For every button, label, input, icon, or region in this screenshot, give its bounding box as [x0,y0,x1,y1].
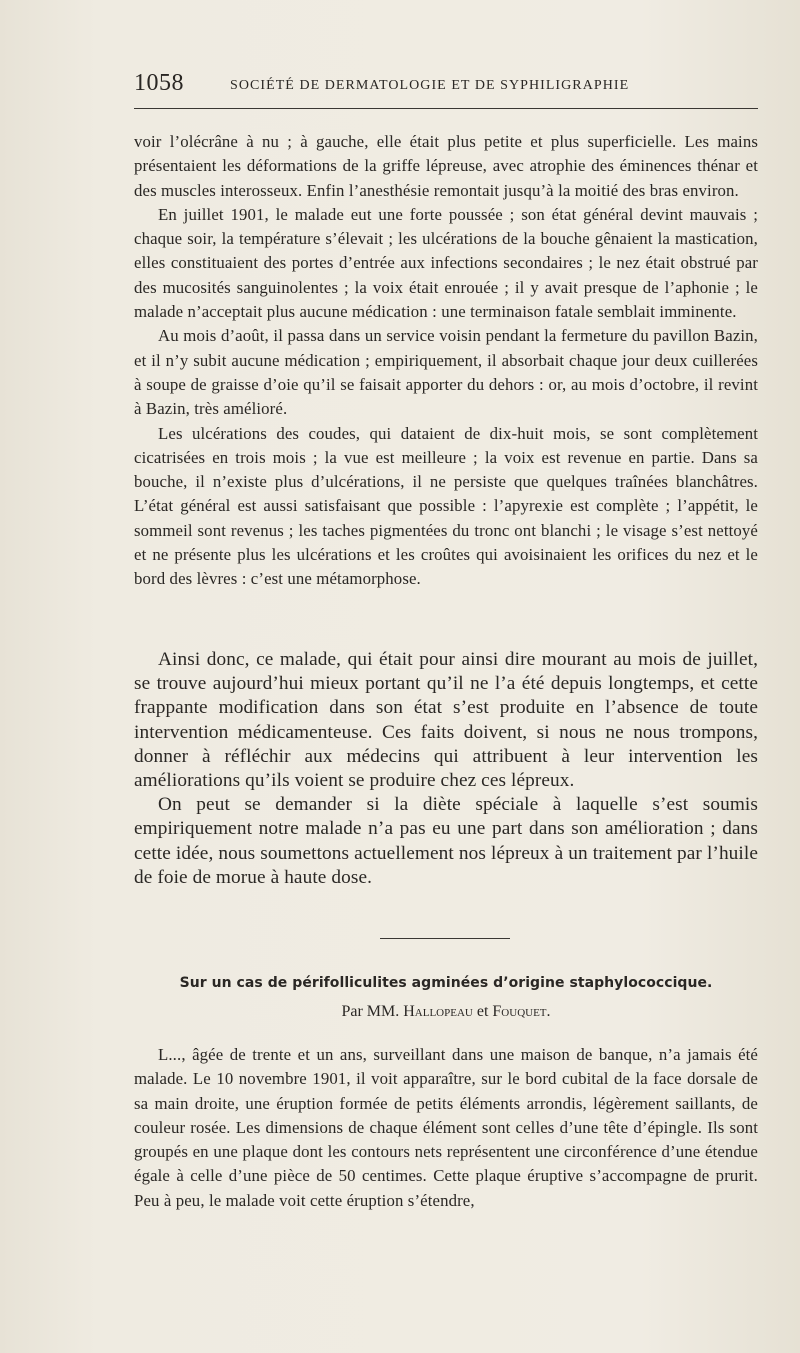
article-title: Sur un cas de périfolliculites agminées d’origine staphylococcique. [179,975,713,991]
case-report-continuation [134,130,758,592]
conclusion-section [134,648,758,890]
page-header [134,70,758,100]
running-title: SOCIÉTÉ DE DERMATOLOGIE ET DE SYPHILIGRAPHIE [230,78,630,93]
paragraph-patient-history: L..., âgée de trente et un ans, surveillant dans une maison de banque, n’a jamais été malade. Le 10 novembre 1901, il voit apparaître, sur le bord cubital de la face dorsale de sa main droite, une éruption formée de petits éléments arrondis, légèrement saillants, de couleur rosée. Les dimensions de chaque élément sont celles d’une tête d’épingle. Ils sont groupés en une plaque dont les contours nets représentent une circonférence d’une étendue égale à celle d’une pièce de 50 centimes. Cette plaque éruptive s’accompagne de prurit. Peu à peu, le malade voit cette éruption s’étendre, [134,1045,758,1210]
paragraph-july-1901: En juillet 1901, le malade eut une forte poussée ; son état général devint mauvais ; chaque soir, la température s’élevait ; les ulcérations de la bouche gênaient la mastication, elles constituaient des portes d’entrée aux infections secondaires ; le nez était obstrué par des mucosités sanguinolentes ; la voix était enrouée ; il y avait presque de l’aphonie ; le malade n’acceptait plus aucune médication : une terminaison fatale semblait imminente. [134,204,758,322]
authors-prefix: Par MM. [341,1003,400,1020]
paragraph-diet: On peut se demander si la diète spéciale à laquelle s’est soumis empiriquement notre malade n’a pas eu une part dans son amélioration ; dans cette idée, nous soumettons actuellement nos lépreux à un traitement par l’huile de foie de morue à haute dose. [134,794,758,888]
page-number: 1058 [134,70,184,96]
header-rule [134,108,758,109]
authors-joiner: et [476,1003,489,1020]
paragraph-august: Au mois d’août, il passa dans un service voisin pendant la fermeture du pavillon Bazin, et il n’y subit aucune médication ; empiriquement, il absorbait chaque jour deux cuillerées à soupe de graisse d’oie qu’il se faisait apporter du dehors : or, au mois d’octobre, il revint à Bazin, très amélioré. [134,326,758,419]
paragraph-olecranon: voir l’olécrâne à nu ; à gauche, elle était plus petite et plus superficielle. Les mains présentaient les déformations de la griffe lépreuse, avec atrophie des éminences thénar et des muscles interosseux. Enfin l’anesthésie remontait jusqu’à la moitié des bras environ. [134,132,758,200]
author-hallopeau: Hallopeau [403,1003,473,1020]
article-authors [134,1003,758,1021]
section-divider [380,938,510,939]
paragraph-ulcerations: Les ulcérations des coudes, qui dataient de dix-huit mois, se sont complètement cicatrisées en trois mois ; la vue est meilleure ; la voix est revenue en partie. Dans sa bouche, il n’existe plus d’ulcérations, il ne persiste que quelques traînées blanchâtres. L’état général est aussi satisfaisant que possible : l’apyrexie est complète ; l’appétit, le sommeil sont revenus ; les taches pigmentées du tronc ont blanchi ; le visage s’est nettoyé et ne présente plus les ulcérations et les croûtes qui avoisinaient les orifices du nez et le bord des lèvres : c’est une métamorphose. [134,423,758,589]
article-body [134,1043,758,1213]
author-fouquet: Fouquet. [492,1003,551,1020]
paragraph-conclusion: Ainsi donc, ce malade, qui était pour ainsi dire mourant au mois de juillet, se trouve aujourd’hui mieux portant qu’il ne l’a été depuis longtemps, et cette frappante modification dans son état s’est produite en l’absence de toute intervention médicamenteuse. Ces faits doivent, si nous ne nous trompons, donner à réfléchir aux médecins qui attribuent à leur intervention les améliorations qu’ils voient se produire chez ces lépreux. [134,649,758,792]
